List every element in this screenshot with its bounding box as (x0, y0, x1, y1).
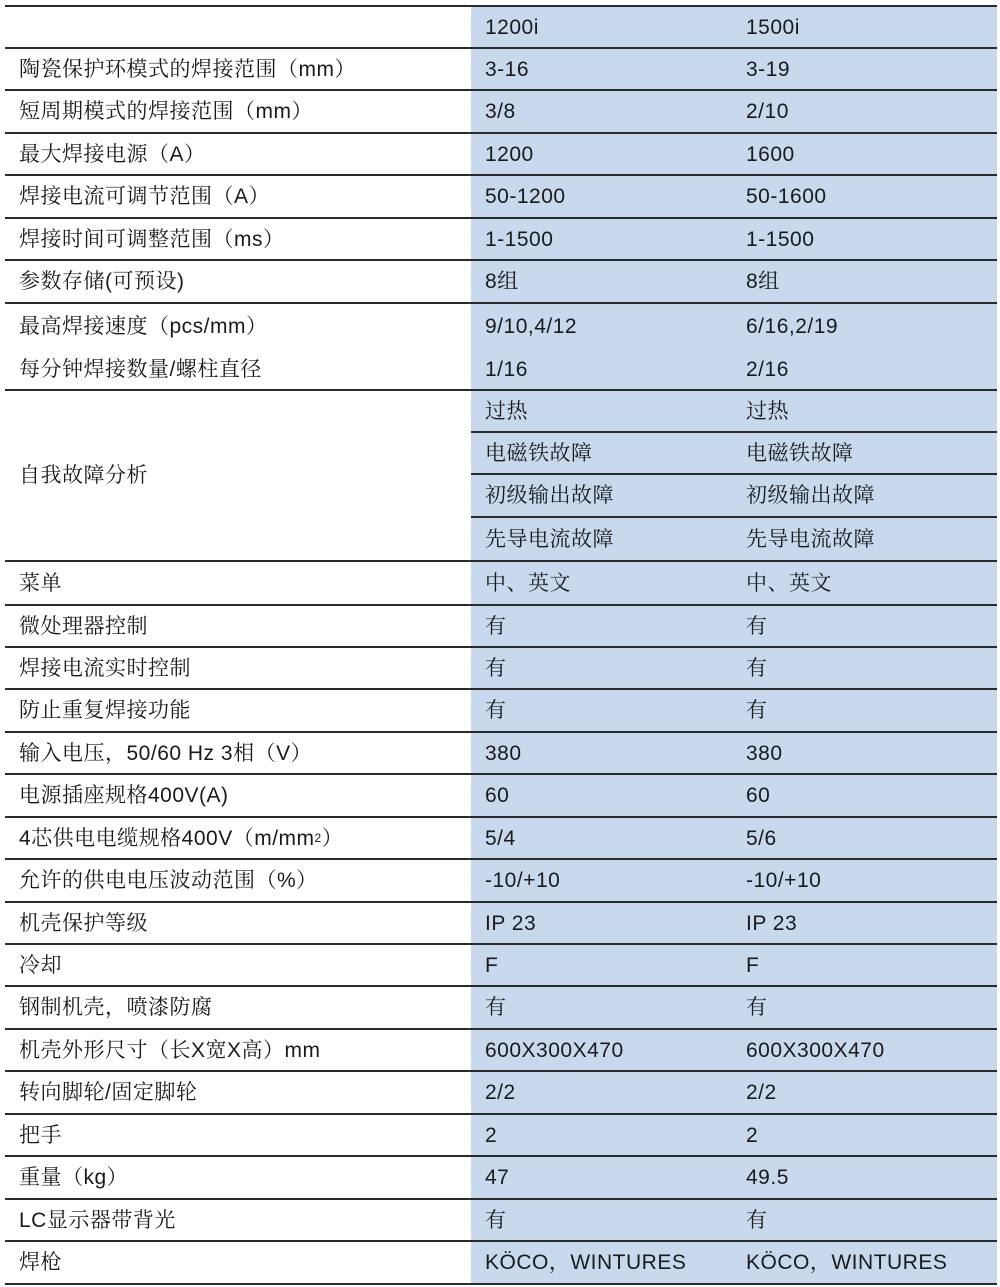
value-1500i: 60 (734, 775, 997, 816)
fault-sub-row (471, 475, 997, 518)
value-1200i: 8组 (471, 261, 734, 302)
row-label: 机壳外形尺寸（长X宽X高）mm (5, 1030, 471, 1070)
value-1500i: 有 (734, 1200, 997, 1240)
value-1200i: 60 (471, 775, 734, 816)
table-row (5, 733, 997, 775)
value-1500i: 有 (734, 987, 997, 1028)
value-1200i: IP 23 (471, 903, 734, 943)
value-1500i: 2/10 (734, 91, 997, 132)
fault-sub-row (471, 391, 997, 433)
row-label: 参数存储(可预设) (5, 261, 471, 302)
value-1200i: -10/+10 (471, 860, 734, 901)
row-label: 输入电压，50/60 Hz 3相（V） (5, 733, 471, 773)
table-row (5, 903, 997, 945)
value-1500i: 50-1600 (734, 176, 997, 217)
row-label: 菜单 (5, 562, 471, 604)
table-row (5, 945, 997, 987)
value-1200i: 600X300X470 (471, 1030, 734, 1070)
table-row (5, 1200, 997, 1242)
value-1500i: 2/16 (734, 349, 997, 389)
value-1500i: 有 (734, 606, 997, 646)
value-1200i: 1/16 (471, 349, 734, 389)
value-1500i: 380 (734, 733, 997, 773)
row-label: 焊接电流实时控制 (5, 648, 471, 688)
table-row (5, 1157, 997, 1200)
row-label: 最大焊接电源（A） (5, 134, 471, 174)
table-row (5, 690, 997, 733)
header-model-1200i: 1200i (471, 7, 734, 47)
value-1500i: 5/6 (734, 818, 997, 858)
row-label: LC显示器带背光 (5, 1200, 471, 1240)
row-label: 冷却 (5, 945, 471, 985)
row-label-tail: ） (321, 826, 344, 850)
value-1200i: 3-16 (471, 49, 734, 89)
row-label: 机壳保护等级 (5, 903, 471, 943)
table-row (5, 818, 997, 860)
value-1500i: 3-19 (734, 49, 997, 89)
value-1200i: KÖCO，WINTURES (471, 1242, 734, 1283)
table-row (5, 49, 997, 91)
table-row (5, 562, 997, 606)
table-row (5, 860, 997, 903)
value-1500i: KÖCO，WINTURES (734, 1242, 997, 1283)
value-1200i: 47 (471, 1157, 734, 1198)
header-label-cell (5, 7, 471, 47)
row-label-text: 4芯供电电缆规格400V（m/mm (19, 826, 315, 850)
table-header-row (5, 5, 997, 49)
value-1200i: 5/4 (471, 818, 734, 858)
row-label: 短周期模式的焊接范围（mm） (5, 91, 471, 132)
table-row (5, 304, 997, 349)
table-row (5, 1030, 997, 1072)
row-label: 转向脚轮/固定脚轮 (5, 1072, 471, 1113)
row-label: 重量（kg） (5, 1157, 471, 1198)
value-1500i: 初级输出故障 (734, 475, 997, 516)
value-1500i: 有 (734, 690, 997, 731)
row-label: 防止重复焊接功能 (5, 690, 471, 731)
value-1500i: F (734, 945, 997, 985)
table-row-fault-analysis (5, 391, 997, 562)
row-label: 自我故障分析 (5, 391, 471, 560)
value-1500i: 49.5 (734, 1157, 997, 1198)
value-1200i: 1200 (471, 134, 734, 174)
row-label: 电源插座规格400V(A) (5, 775, 471, 816)
value-1500i: 8组 (734, 261, 997, 302)
value-1500i: 过热 (734, 391, 997, 431)
row-label: 每分钟焊接数量/螺柱直径 (5, 349, 471, 389)
value-1200i: 电磁铁故障 (471, 433, 734, 473)
value-1200i: 先导电流故障 (471, 518, 734, 560)
table-row (5, 987, 997, 1030)
fault-sub-row (471, 518, 997, 560)
value-1200i: 有 (471, 606, 734, 646)
value-1200i: 有 (471, 690, 734, 731)
header-model-1500i: 1500i (734, 7, 997, 47)
value-1500i: 有 (734, 648, 997, 688)
value-1200i: F (471, 945, 734, 985)
row-label: 焊枪 (5, 1242, 471, 1283)
value-1200i: 过热 (471, 391, 734, 431)
row-label: 微处理器控制 (5, 606, 471, 646)
value-1500i: 600X300X470 (734, 1030, 997, 1070)
value-1500i: 1-1500 (734, 219, 997, 259)
value-1500i: 电磁铁故障 (734, 433, 997, 473)
table-row (5, 606, 997, 648)
row-label: 钢制机壳，喷漆防腐 (5, 987, 471, 1028)
value-1200i: 有 (471, 1200, 734, 1240)
table-row (5, 648, 997, 690)
row-label: 最高焊接速度（pcs/mm） (5, 304, 471, 349)
value-1200i: 9/10,4/12 (471, 304, 734, 349)
table-row (5, 219, 997, 261)
value-1200i: 3/8 (471, 91, 734, 132)
table-row (5, 775, 997, 818)
value-1200i: 2 (471, 1115, 734, 1155)
value-1200i: 380 (471, 733, 734, 773)
value-1500i: 先导电流故障 (734, 518, 997, 560)
row-label: 允许的供电电压波动范围（%） (5, 860, 471, 901)
value-1500i: -10/+10 (734, 860, 997, 901)
table-row (5, 91, 997, 134)
table-row (5, 261, 997, 304)
value-1500i: IP 23 (734, 903, 997, 943)
value-1200i: 有 (471, 987, 734, 1028)
table-row (5, 134, 997, 176)
value-1200i: 初级输出故障 (471, 475, 734, 516)
value-1500i: 6/16,2/19 (734, 304, 997, 349)
table-row (5, 1242, 997, 1285)
table-row (5, 349, 997, 391)
value-1200i: 1-1500 (471, 219, 734, 259)
value-1200i: 50-1200 (471, 176, 734, 217)
value-1500i: 2/2 (734, 1072, 997, 1113)
row-label: 把手 (5, 1115, 471, 1155)
row-label: 焊接电流可调节范围（A） (5, 176, 471, 217)
fault-sub-row (471, 433, 997, 475)
value-1500i: 2 (734, 1115, 997, 1155)
value-1200i: 中、英文 (471, 562, 734, 604)
table-row (5, 1072, 997, 1115)
row-label: 陶瓷保护环模式的焊接范围（mm） (5, 49, 471, 89)
table-row (5, 176, 997, 219)
value-1500i: 1600 (734, 134, 997, 174)
value-1200i: 2/2 (471, 1072, 734, 1113)
table-row (5, 1115, 997, 1157)
row-label: 4芯供电电缆规格400V（m/mm 2 ） (5, 818, 471, 858)
row-label: 焊接时间可调整范围（ms） (5, 219, 471, 259)
value-1200i: 有 (471, 648, 734, 688)
value-1500i: 中、英文 (734, 562, 997, 604)
